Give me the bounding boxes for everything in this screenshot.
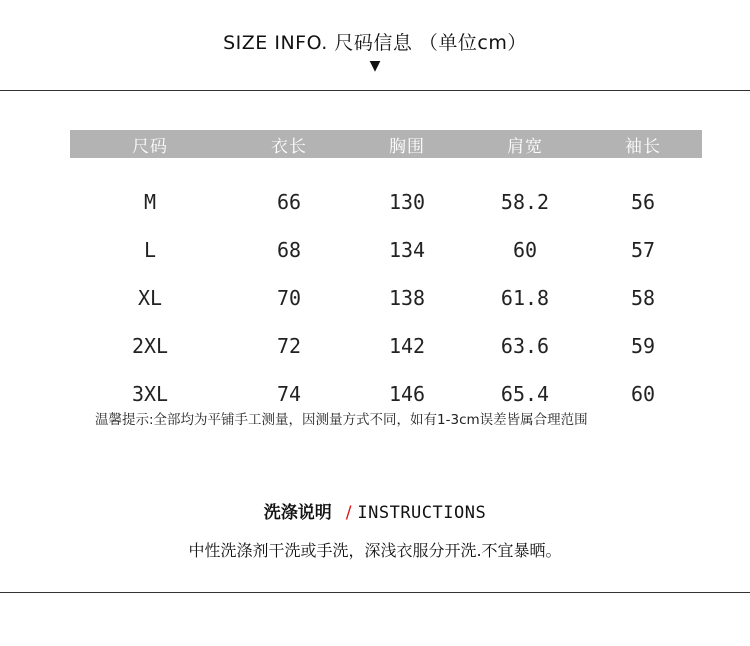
table-cell: 58.2 xyxy=(500,190,550,214)
washing-title xyxy=(0,498,750,523)
table-cell: 59 xyxy=(630,334,656,358)
page-title: SIZE INFO. 尺码信息 （单位cm） xyxy=(223,32,527,54)
table-cell: M xyxy=(143,190,157,214)
table-row xyxy=(70,178,702,226)
table-cell: XL xyxy=(137,286,163,310)
divider xyxy=(0,90,750,91)
washing-instructions: 中性洗涤剂干洗或手洗，深浅衣服分开洗.不宜暴晒。 xyxy=(188,541,562,560)
table-cell: 74 xyxy=(276,382,302,406)
table-cell: 3XL xyxy=(131,382,169,406)
column-header-sleeve: 袖长 xyxy=(625,136,661,157)
column-header-chest: 胸围 xyxy=(389,136,425,157)
table-cell: 61.8 xyxy=(500,286,550,310)
table-cell: 146 xyxy=(388,382,426,406)
table-cell: 63.6 xyxy=(500,334,550,358)
table-cell: 72 xyxy=(276,334,302,358)
table-cell: 70 xyxy=(276,286,302,310)
size-table-body xyxy=(70,178,702,418)
slash-separator: / xyxy=(345,503,352,523)
table-row xyxy=(70,322,702,370)
table-row xyxy=(70,274,702,322)
table-cell: 60 xyxy=(512,238,538,262)
table-cell: 58 xyxy=(630,286,656,310)
column-header-shoulder: 肩宽 xyxy=(507,136,543,157)
table-cell: 138 xyxy=(388,286,426,310)
table-cell: 57 xyxy=(630,238,656,262)
column-header-length: 衣长 xyxy=(271,136,307,157)
table-cell: 2XL xyxy=(131,334,169,358)
washing-title-en: INSTRUCTIONS xyxy=(357,503,487,523)
size-table-header xyxy=(70,130,702,158)
table-cell: 56 xyxy=(630,190,656,214)
table-cell: 130 xyxy=(388,190,426,214)
table-cell: 60 xyxy=(630,382,656,406)
table-cell: 65.4 xyxy=(500,382,550,406)
table-cell: 68 xyxy=(276,238,302,262)
table-cell: 134 xyxy=(388,238,426,262)
divider xyxy=(0,592,750,593)
table-cell: L xyxy=(143,238,157,262)
washing-title-cn: 洗涤说明 xyxy=(263,503,332,523)
down-arrow-icon: ▼ xyxy=(369,58,381,74)
table-row xyxy=(70,226,702,274)
table-cell: 66 xyxy=(276,190,302,214)
column-header-size: 尺码 xyxy=(132,136,168,157)
measurement-note: 温馨提示:全部均为平铺手工测量，因测量方式不同，如有1-3cm误差皆属合理范围 xyxy=(95,412,588,428)
table-cell: 142 xyxy=(388,334,426,358)
